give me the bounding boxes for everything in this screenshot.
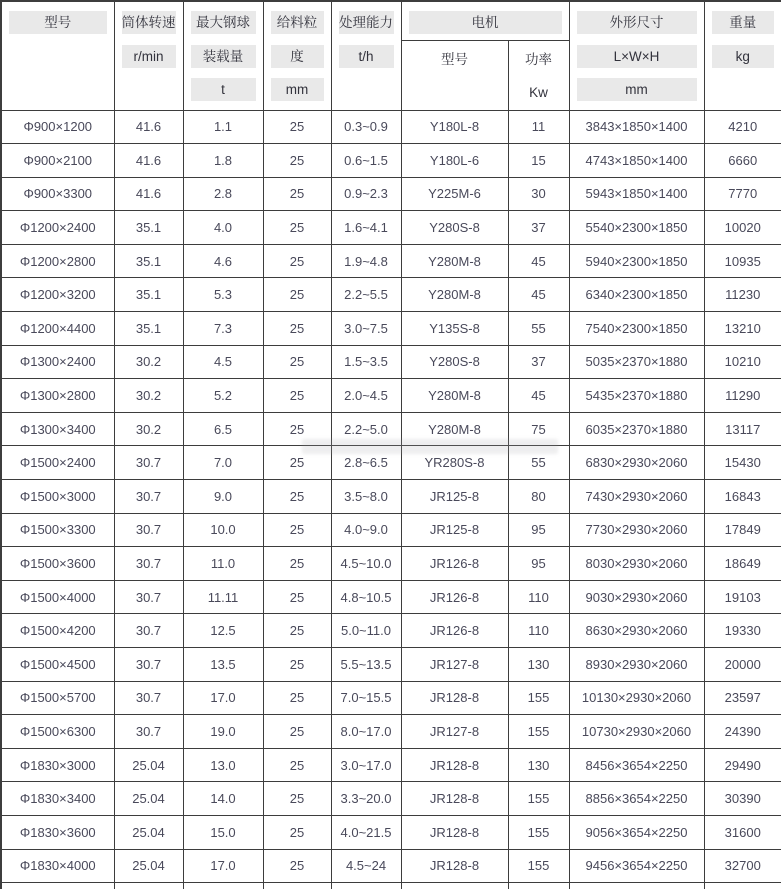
cell-capacity: 4.0~21.5	[331, 815, 401, 849]
cell-speed: 41.6	[114, 144, 183, 178]
col-header-motor-power-unit: Kw	[529, 85, 548, 101]
cell-weight: 19330	[704, 614, 781, 648]
cell-model: Φ1500×3000	[1, 480, 114, 514]
cell-feed_size: 25	[263, 681, 331, 715]
cell-speed: 30.7	[114, 446, 183, 480]
cell-weight: 31600	[704, 815, 781, 849]
cell-motor_model: JR126-8	[401, 614, 508, 648]
cell-dimensions: 9456×3654×2250	[569, 849, 704, 883]
cell-weight: 11290	[704, 379, 781, 413]
cell-speed: 25.04	[114, 815, 183, 849]
cell-model: Φ1200×2400	[1, 211, 114, 245]
cell-capacity: 3.0~17.0	[331, 748, 401, 782]
cell-feed_size: 25	[263, 144, 331, 178]
cell-capacity: 3.5~8.0	[331, 480, 401, 514]
cell-model: Φ1500×5700	[1, 681, 114, 715]
col-header-model-label: 型号	[9, 11, 107, 34]
cell-motor_power: 95	[508, 547, 569, 581]
cell-feed_size: 25	[263, 715, 331, 749]
cell-capacity: 5.0~11.0	[331, 614, 401, 648]
table-row	[1, 244, 781, 278]
table-row	[1, 412, 781, 446]
col-header-capacity	[331, 1, 401, 110]
cell-capacity: 8.0~17.0	[331, 715, 401, 749]
cell-motor_model: Y280S-8	[401, 211, 508, 245]
table-row	[1, 278, 781, 312]
cell-motor_model: JR128-8	[401, 849, 508, 883]
cell-capacity: 4.5~10.0	[331, 547, 401, 581]
cell-weight: 15430	[704, 446, 781, 480]
cell-ball_load: 12.5	[183, 614, 263, 648]
cell-feed_size: 25	[263, 513, 331, 547]
cell-dimensions: 5035×2370×1880	[569, 345, 704, 379]
cell-feed_size: 25	[263, 782, 331, 816]
cell-motor_power: 11	[508, 110, 569, 144]
cell-feed_size: 25	[263, 446, 331, 480]
cell-weight: 20000	[704, 648, 781, 682]
cell-model: Φ1300×3400	[1, 412, 114, 446]
cell-motor_power: 155	[508, 815, 569, 849]
cell-feed_size: 25	[263, 580, 331, 614]
cell-capacity: 2.2~5.5	[331, 278, 401, 312]
cell-motor_power: 37	[508, 345, 569, 379]
cell-capacity: 4.0~9.0	[331, 513, 401, 547]
cell-capacity: 2.8~6.5	[331, 446, 401, 480]
cell-ball_load: 4.6	[183, 244, 263, 278]
cell-motor_power: 75	[508, 412, 569, 446]
cell-model: Φ1500×3300	[1, 513, 114, 547]
cell-motor_model: Y280M-8	[401, 278, 508, 312]
cell-feed_size: 25	[263, 312, 331, 346]
cell-model: Φ1830×3600	[1, 815, 114, 849]
cell-speed: 30.7	[114, 480, 183, 514]
cell-feed_size: 25	[263, 177, 331, 211]
cell-motor_model: Y280M-8	[401, 379, 508, 413]
cell-model: Φ1500×2400	[1, 446, 114, 480]
cell-speed: 30.7	[114, 513, 183, 547]
cell-motor_power: 45	[508, 278, 569, 312]
col-header-feed-size-unit: mm	[271, 78, 324, 101]
cell-motor_model: Y280M-8	[401, 244, 508, 278]
cell-motor_power: 155	[508, 681, 569, 715]
cell-motor_model: JR125-8	[401, 480, 508, 514]
cell-feed_size: 25	[263, 614, 331, 648]
cell-model: Φ1830×3000	[1, 748, 114, 782]
cell-empty	[183, 883, 263, 889]
cell-dimensions: 9030×2930×2060	[569, 580, 704, 614]
cell-feed_size: 25	[263, 849, 331, 883]
table-header	[1, 1, 781, 110]
cell-speed: 25.04	[114, 748, 183, 782]
table-row	[1, 681, 781, 715]
cell-ball_load: 11.0	[183, 547, 263, 581]
cell-motor_power: 55	[508, 312, 569, 346]
table-row	[1, 211, 781, 245]
cell-empty	[704, 883, 781, 889]
table-row	[1, 715, 781, 749]
cell-weight: 13117	[704, 412, 781, 446]
cell-capacity: 3.3~20.0	[331, 782, 401, 816]
cell-dimensions: 3843×1850×1400	[569, 110, 704, 144]
cell-motor_power: 55	[508, 446, 569, 480]
cell-empty	[401, 883, 508, 889]
table-row	[1, 815, 781, 849]
table-row	[1, 849, 781, 883]
cell-motor_model: JR127-8	[401, 648, 508, 682]
cell-motor_power: 130	[508, 648, 569, 682]
cell-dimensions: 7430×2930×2060	[569, 480, 704, 514]
cell-empty	[114, 883, 183, 889]
cell-motor_model: JR128-8	[401, 782, 508, 816]
cell-speed: 35.1	[114, 211, 183, 245]
cell-dimensions: 6035×2370×1880	[569, 412, 704, 446]
col-header-capacity-label: 处理能力	[339, 11, 394, 34]
col-header-weight-label: 重量	[712, 11, 775, 34]
cell-motor_model: Y135S-8	[401, 312, 508, 346]
table-row	[1, 480, 781, 514]
cell-motor_power: 110	[508, 580, 569, 614]
cell-model: Φ1830×3400	[1, 782, 114, 816]
cell-motor_power: 110	[508, 614, 569, 648]
col-header-speed	[114, 1, 183, 110]
col-header-motor-model	[401, 40, 508, 110]
cell-model: Φ1200×2800	[1, 244, 114, 278]
cell-ball_load: 7.3	[183, 312, 263, 346]
cell-motor_power: 130	[508, 748, 569, 782]
col-header-ball-load	[183, 1, 263, 110]
cell-speed: 30.7	[114, 681, 183, 715]
cell-dimensions: 6830×2930×2060	[569, 446, 704, 480]
cell-ball_load: 10.0	[183, 513, 263, 547]
cell-speed: 30.7	[114, 614, 183, 648]
cell-dimensions: 8630×2930×2060	[569, 614, 704, 648]
cell-empty	[331, 883, 401, 889]
cell-model: Φ1200×4400	[1, 312, 114, 346]
cell-ball_load: 1.1	[183, 110, 263, 144]
cell-capacity: 7.0~15.5	[331, 681, 401, 715]
cell-dimensions: 10730×2930×2060	[569, 715, 704, 749]
cell-speed: 35.1	[114, 278, 183, 312]
cell-dimensions: 4743×1850×1400	[569, 144, 704, 178]
cell-weight: 7770	[704, 177, 781, 211]
cell-feed_size: 25	[263, 345, 331, 379]
cell-capacity: 1.5~3.5	[331, 345, 401, 379]
cell-model: Φ900×2100	[1, 144, 114, 178]
col-header-speed-label: 筒体转速	[122, 11, 176, 34]
col-header-dimensions-label: 外形尺寸	[577, 11, 697, 34]
cell-ball_load: 17.0	[183, 681, 263, 715]
col-header-feed-size-label-1: 给料粒	[271, 11, 324, 34]
table-row	[1, 345, 781, 379]
cell-model: Φ1300×2400	[1, 345, 114, 379]
cell-ball_load: 14.0	[183, 782, 263, 816]
cell-weight: 29490	[704, 748, 781, 782]
cell-feed_size: 25	[263, 815, 331, 849]
cell-speed: 25.04	[114, 782, 183, 816]
cell-model: Φ900×1200	[1, 110, 114, 144]
table-row	[1, 614, 781, 648]
cell-feed_size: 25	[263, 480, 331, 514]
cell-dimensions: 9056×3654×2250	[569, 815, 704, 849]
cell-weight: 16843	[704, 480, 781, 514]
cell-feed_size: 25	[263, 278, 331, 312]
cell-weight: 18649	[704, 547, 781, 581]
col-header-ball-load-label-1: 最大钢球	[191, 11, 256, 34]
table-row	[1, 177, 781, 211]
cell-capacity: 3.0~7.5	[331, 312, 401, 346]
cell-speed: 30.7	[114, 715, 183, 749]
cell-feed_size: 25	[263, 547, 331, 581]
cell-ball_load: 2.8	[183, 177, 263, 211]
col-header-motor-power-label: 功率	[525, 51, 552, 67]
cell-capacity: 5.5~13.5	[331, 648, 401, 682]
cell-weight: 13210	[704, 312, 781, 346]
cell-ball_load: 15.0	[183, 815, 263, 849]
col-header-weight	[704, 1, 781, 110]
cell-ball_load: 1.8	[183, 144, 263, 178]
cell-motor_power: 155	[508, 782, 569, 816]
col-header-motor-power	[508, 40, 569, 110]
cell-model: Φ1500×6300	[1, 715, 114, 749]
cell-empty	[508, 883, 569, 889]
cell-capacity: 2.0~4.5	[331, 379, 401, 413]
col-header-feed-size	[263, 1, 331, 110]
cell-capacity: 1.9~4.8	[331, 244, 401, 278]
cell-speed: 30.7	[114, 580, 183, 614]
cell-ball_load: 13.5	[183, 648, 263, 682]
cell-ball_load: 7.0	[183, 446, 263, 480]
cell-empty	[569, 883, 704, 889]
cell-feed_size: 25	[263, 244, 331, 278]
cell-model: Φ1500×4500	[1, 648, 114, 682]
cell-dimensions: 5540×2300×1850	[569, 211, 704, 245]
cell-speed: 25.04	[114, 849, 183, 883]
cell-weight: 32700	[704, 849, 781, 883]
cell-motor_model: JR127-8	[401, 715, 508, 749]
col-header-capacity-unit: t/h	[339, 45, 394, 68]
cell-ball_load: 13.0	[183, 748, 263, 782]
cell-dimensions: 8930×2930×2060	[569, 648, 704, 682]
cell-motor_power: 30	[508, 177, 569, 211]
cell-capacity: 4.5~24	[331, 849, 401, 883]
table-row	[1, 144, 781, 178]
col-header-feed-size-label-2: 度	[271, 45, 324, 68]
cell-dimensions: 8856×3654×2250	[569, 782, 704, 816]
cell-motor_model: JR128-8	[401, 681, 508, 715]
cell-weight: 19103	[704, 580, 781, 614]
cell-ball_load: 17.0	[183, 849, 263, 883]
cell-motor_model: Y180L-6	[401, 144, 508, 178]
col-header-motor-group-label: 电机	[409, 11, 562, 34]
cell-feed_size: 25	[263, 412, 331, 446]
cell-motor_power: 155	[508, 849, 569, 883]
col-header-dimensions-unit: mm	[577, 78, 697, 101]
cell-empty	[1, 883, 114, 889]
cell-model: Φ1830×4000	[1, 849, 114, 883]
cell-model: Φ1500×3600	[1, 547, 114, 581]
cell-motor_model: Y225M-6	[401, 177, 508, 211]
cell-capacity: 4.8~10.5	[331, 580, 401, 614]
col-header-model	[1, 1, 114, 110]
cell-model: Φ1500×4200	[1, 614, 114, 648]
cell-motor_model: Y180L-8	[401, 110, 508, 144]
table-row	[1, 648, 781, 682]
cell-weight: 24390	[704, 715, 781, 749]
cell-ball_load: 4.0	[183, 211, 263, 245]
table-row	[1, 782, 781, 816]
cell-weight: 10210	[704, 345, 781, 379]
cell-motor_power: 80	[508, 480, 569, 514]
table-body	[1, 110, 781, 889]
cell-model: Φ1500×4000	[1, 580, 114, 614]
cell-motor_power: 45	[508, 379, 569, 413]
cell-speed: 30.7	[114, 648, 183, 682]
cell-model: Φ1300×2800	[1, 379, 114, 413]
table-row	[1, 580, 781, 614]
cell-dimensions: 7540×2300×1850	[569, 312, 704, 346]
table-row	[1, 110, 781, 144]
cell-capacity: 2.2~5.0	[331, 412, 401, 446]
cell-feed_size: 25	[263, 648, 331, 682]
cell-motor_model: Y280M-8	[401, 412, 508, 446]
col-header-speed-unit: r/min	[122, 45, 176, 68]
cell-dimensions: 8030×2930×2060	[569, 547, 704, 581]
cell-motor_model: JR128-8	[401, 748, 508, 782]
cell-feed_size: 25	[263, 110, 331, 144]
cell-motor_power: 95	[508, 513, 569, 547]
cell-motor_model: Y280S-8	[401, 345, 508, 379]
cell-motor_model: YR280S-8	[401, 446, 508, 480]
cell-weight: 17849	[704, 513, 781, 547]
col-header-dimensions	[569, 1, 704, 110]
cell-dimensions: 7730×2930×2060	[569, 513, 704, 547]
cell-ball_load: 5.3	[183, 278, 263, 312]
cell-ball_load: 9.0	[183, 480, 263, 514]
cell-weight: 6660	[704, 144, 781, 178]
cell-dimensions: 6340×2300×1850	[569, 278, 704, 312]
col-header-motor-group	[401, 1, 569, 40]
col-header-dimensions-format: L×W×H	[577, 45, 697, 68]
col-header-ball-load-label-2: 装载量	[191, 45, 256, 68]
cell-ball_load: 4.5	[183, 345, 263, 379]
table-row	[1, 513, 781, 547]
col-header-ball-load-unit: t	[191, 78, 256, 101]
cell-speed: 35.1	[114, 244, 183, 278]
cell-weight: 23597	[704, 681, 781, 715]
cell-weight: 10020	[704, 211, 781, 245]
cell-speed: 30.2	[114, 412, 183, 446]
cell-motor_model: JR126-8	[401, 580, 508, 614]
cell-weight: 4210	[704, 110, 781, 144]
cell-dimensions: 5435×2370×1880	[569, 379, 704, 413]
cell-ball_load: 11.11	[183, 580, 263, 614]
cell-capacity: 0.9~2.3	[331, 177, 401, 211]
cell-speed: 30.2	[114, 379, 183, 413]
cell-weight: 10935	[704, 244, 781, 278]
cell-weight: 11230	[704, 278, 781, 312]
cell-speed: 35.1	[114, 312, 183, 346]
cell-dimensions: 5940×2300×1850	[569, 244, 704, 278]
cell-speed: 41.6	[114, 177, 183, 211]
cell-dimensions: 10130×2930×2060	[569, 681, 704, 715]
cell-empty	[263, 883, 331, 889]
cell-motor_model: JR125-8	[401, 513, 508, 547]
cell-dimensions: 5943×1850×1400	[569, 177, 704, 211]
cell-dimensions: 8456×3654×2250	[569, 748, 704, 782]
cell-capacity: 0.6~1.5	[331, 144, 401, 178]
cell-weight: 30390	[704, 782, 781, 816]
table-row	[1, 547, 781, 581]
col-header-motor-model-label: 型号	[441, 51, 468, 67]
cell-model: Φ1200×3200	[1, 278, 114, 312]
cell-feed_size: 25	[263, 211, 331, 245]
cell-ball_load: 5.2	[183, 379, 263, 413]
cell-feed_size: 25	[263, 379, 331, 413]
cell-speed: 30.2	[114, 345, 183, 379]
cell-motor_power: 15	[508, 144, 569, 178]
cell-motor_power: 37	[508, 211, 569, 245]
table-row	[1, 446, 781, 480]
cell-ball_load: 6.5	[183, 412, 263, 446]
cell-motor_model: JR128-8	[401, 815, 508, 849]
cell-speed: 30.7	[114, 547, 183, 581]
cell-motor_power: 45	[508, 244, 569, 278]
cell-motor_model: JR126-8	[401, 547, 508, 581]
partial-row	[1, 883, 781, 889]
cell-speed: 41.6	[114, 110, 183, 144]
cell-feed_size: 25	[263, 748, 331, 782]
table-row	[1, 379, 781, 413]
cell-motor_power: 155	[508, 715, 569, 749]
table-row	[1, 748, 781, 782]
col-header-weight-unit: kg	[712, 45, 775, 68]
cell-capacity: 0.3~0.9	[331, 110, 401, 144]
cell-capacity: 1.6~4.1	[331, 211, 401, 245]
table-row	[1, 312, 781, 346]
cell-model: Φ900×3300	[1, 177, 114, 211]
cell-ball_load: 19.0	[183, 715, 263, 749]
